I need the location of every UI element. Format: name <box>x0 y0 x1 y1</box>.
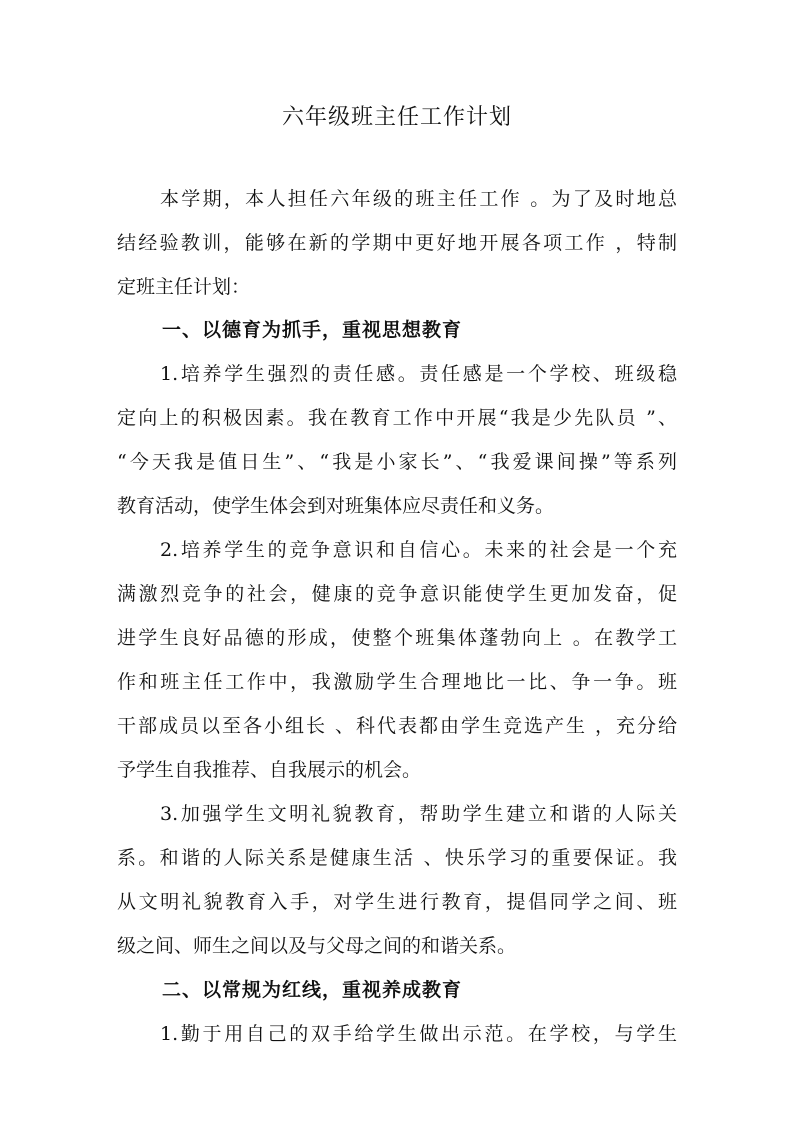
intro-line-3: 定班主任计划： <box>117 276 251 298</box>
intro-line-2: 结经验教训，能够在新的学期中更好地开展各项工作 ，特制 <box>117 232 677 254</box>
section-2-heading: 二、以常规为红线，重视养成教育 <box>162 979 463 1001</box>
section-1-line: 满激烈竞争的社会，健康的竞争意识能使学生更加发奋，促 <box>117 583 677 605</box>
section-1-line: 系。和谐的人际关系是健康生活 、快乐学习的重要保证。我 <box>117 847 677 869</box>
section-1-line: 从文明礼貌教育入手，对学生进行教育，提倡同学之间、班 <box>117 891 677 913</box>
section-1-line: 3.加强学生文明礼貌教育，帮助学生建立和谐的人际关 <box>160 803 677 825</box>
section-1-line: “今天我是值日生”、“我是小家长”、“我爱课间操”等系列 <box>117 451 677 473</box>
section-1-line: 教育活动，使学生体会到对班集体应尽责任和义务。 <box>117 495 555 517</box>
section-2-line: 1.勤于用自己的双手给学生做出示范。在学校，与学生 <box>160 1023 677 1045</box>
document-title: 六年级班主任工作计划 <box>281 105 512 130</box>
section-1-line: 级之间、师生之间以及与父母之间的和谐关系。 <box>117 935 517 957</box>
section-1-line: 进学生良好品德的形成，使整个班集体蓬勃向上 。在教学工 <box>117 627 677 649</box>
section-1-line: 定向上的积极因素。我在教育工作中开展“我是少先队员 ”、 <box>117 407 677 429</box>
section-1-line: 予学生自我推荐、自我展示的机会。 <box>117 759 422 781</box>
section-1-line: 2.培养学生的竞争意识和自信心。未来的社会是一个充 <box>160 539 677 561</box>
section-1-heading: 一、以德育为抓手，重视思想教育 <box>162 319 463 341</box>
section-1-line: 1.培养学生强烈的责任感。责任感是一个学校、班级稳 <box>160 363 677 385</box>
intro-line-1: 本学期，本人担任六年级的班主任工作 。为了及时地总 <box>160 188 677 210</box>
section-1-line: 干部成员以至各小组长 、科代表都由学生竞选产生 ，充分给 <box>117 715 677 737</box>
section-1-line: 作和班主任工作中，我激励学生合理地比一比、争一争。班 <box>117 671 677 693</box>
